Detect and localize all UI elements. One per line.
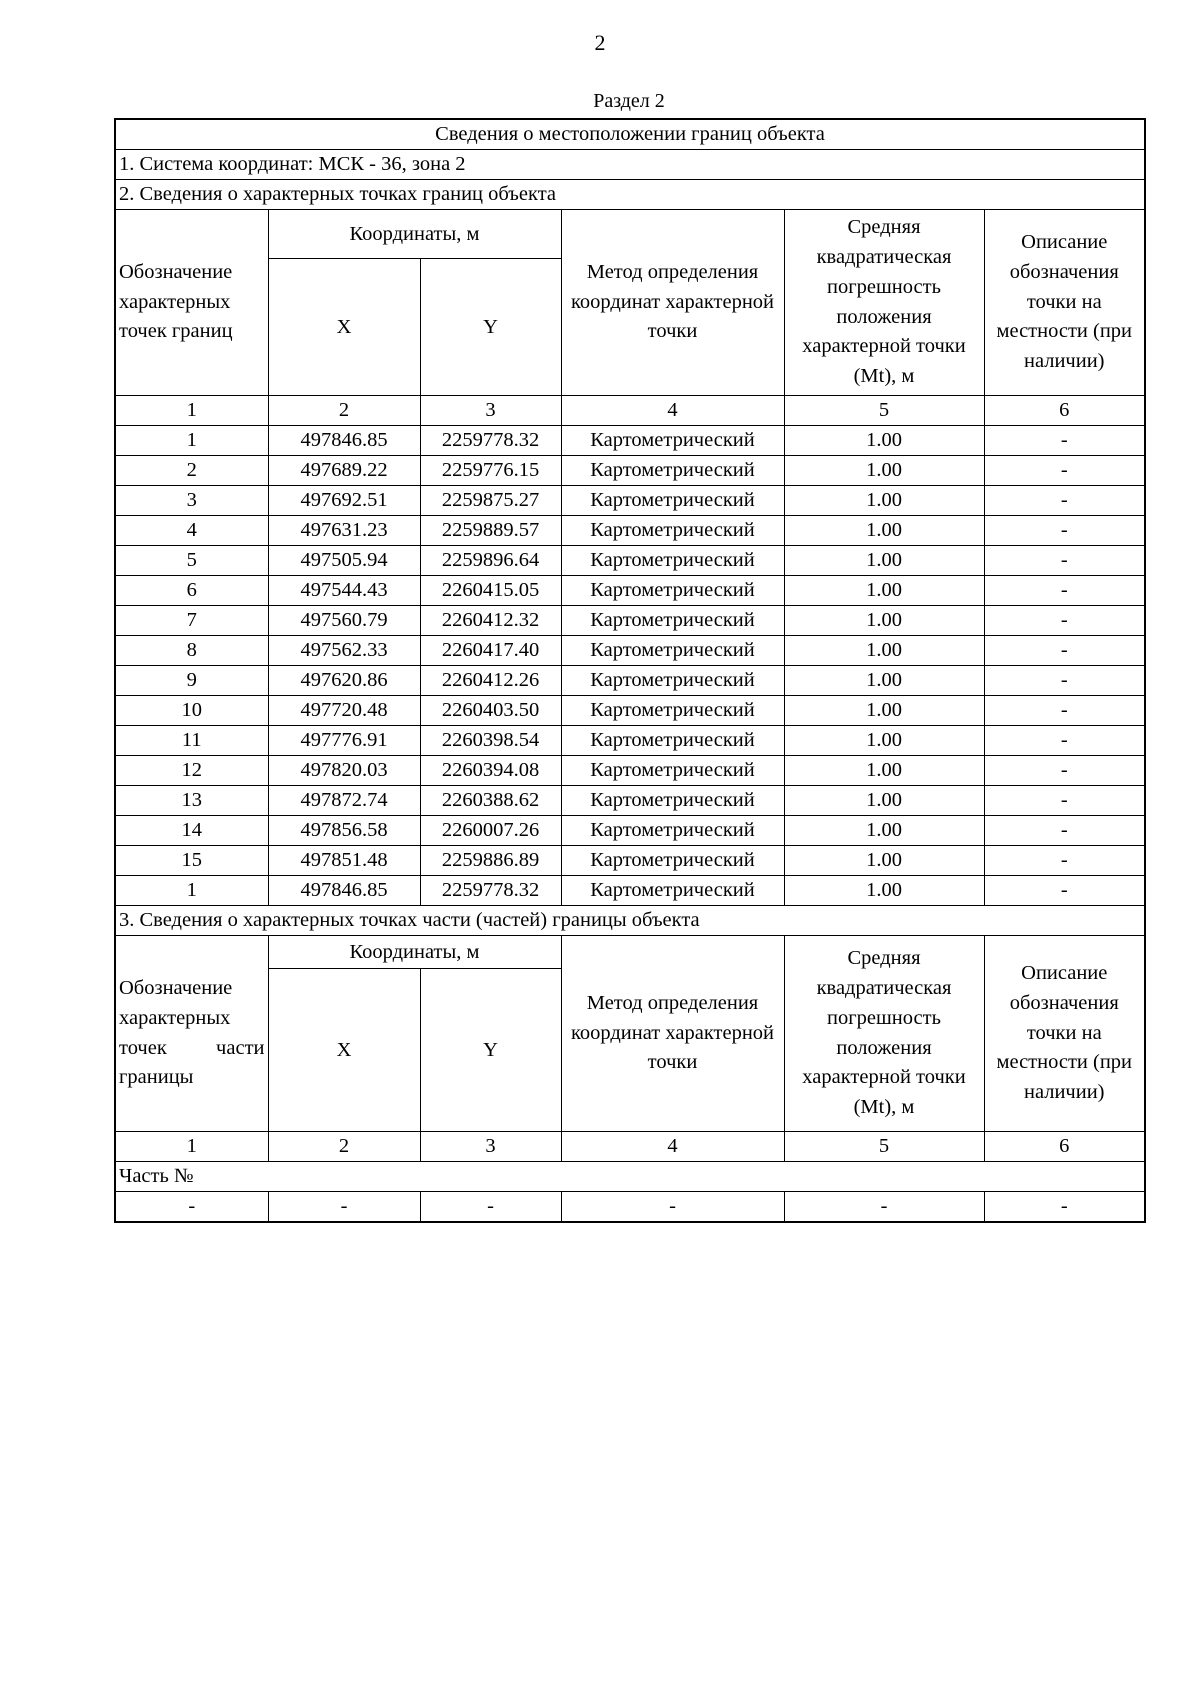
point-number-cell: 13 [115,786,268,816]
description-cell: - [984,426,1145,456]
table-row [115,516,1145,546]
table-row [115,426,1145,456]
column-number: 2 [268,1132,420,1162]
mt-cell: 1.00 [784,576,984,606]
table-row [115,726,1145,756]
y-cell: 2260403.50 [420,696,561,726]
mt-cell: 1.00 [784,696,984,726]
x-cell: 497562.33 [268,636,420,666]
part-cell: - [268,1192,420,1223]
column-number: 4 [561,1132,784,1162]
point-number-cell: 6 [115,576,268,606]
header-designation: Обозначение характерных точек границ [115,210,268,396]
y-cell: 2259886.89 [420,846,561,876]
header-description: Описание обозначения точки на местности (при наличии) [984,210,1145,396]
parts-heading: 3. Сведения о характерных точках части (частей) границы объекта [115,906,1145,936]
x-cell: 497544.43 [268,576,420,606]
part-label: Часть № [115,1162,1145,1192]
description-cell: - [984,486,1145,516]
table-row [115,786,1145,816]
table-row [115,756,1145,786]
description-cell: - [984,636,1145,666]
part-cell: - [784,1192,984,1223]
method-cell: Картометрический [561,576,784,606]
header-error: Средняя квадратическая погрешность положения характерной точки (Mt), м [784,210,984,396]
y-cell: 2260417.40 [420,636,561,666]
mt-cell: 1.00 [784,786,984,816]
x-cell: 497631.23 [268,516,420,546]
column-number: 3 [420,1132,561,1162]
section-label: Раздел 2 [593,90,665,112]
header-coordinates: Координаты, м [268,210,561,259]
y-cell: 2260412.32 [420,606,561,636]
table-row [115,666,1145,696]
mt-cell: 1.00 [784,756,984,786]
point-number-cell: 7 [115,606,268,636]
description-cell: - [984,516,1145,546]
mt-cell: 1.00 [784,636,984,666]
column-number: 1 [115,1132,268,1162]
parts-header-error: Средняя квадратическая погрешность положения характерной точки (Mt), м [784,936,984,1132]
y-cell: 2259778.32 [420,426,561,456]
table-row [115,576,1145,606]
x-cell: 497846.85 [268,876,420,906]
table-row [115,876,1145,906]
point-number-cell: 11 [115,726,268,756]
method-cell: Картометрический [561,816,784,846]
parts-header-designation: Обозначение характерных точек части границы [115,936,268,1132]
table-row [115,456,1145,486]
table-row [115,636,1145,666]
point-number-cell: 4 [115,516,268,546]
column-number: 1 [115,396,268,426]
x-cell: 497505.94 [268,546,420,576]
description-cell: - [984,666,1145,696]
description-cell: - [984,756,1145,786]
table-row [115,606,1145,636]
point-number-cell: 15 [115,846,268,876]
description-cell: - [984,876,1145,906]
header-y: Y [420,259,561,396]
y-cell: 2260388.62 [420,786,561,816]
y-cell: 2259776.15 [420,456,561,486]
table-row [115,816,1145,846]
method-cell: Картометрический [561,726,784,756]
column-number: 4 [561,396,784,426]
x-cell: 497692.51 [268,486,420,516]
description-cell: - [984,576,1145,606]
mt-cell: 1.00 [784,606,984,636]
part-cell: - [420,1192,561,1223]
table-row [115,846,1145,876]
description-cell: - [984,696,1145,726]
y-cell: 2260398.54 [420,726,561,756]
x-cell: 497560.79 [268,606,420,636]
page-number: 2 [594,30,606,55]
part-row [115,1192,1145,1223]
parts-header-x: X [268,969,420,1132]
x-cell: 497856.58 [268,816,420,846]
point-number-cell: 5 [115,546,268,576]
coordinate-system: 1. Система координат: МСК - 36, зона 2 [115,150,1145,180]
point-number-cell: 12 [115,756,268,786]
point-number-cell: 3 [115,486,268,516]
y-cell: 2259778.32 [420,876,561,906]
description-cell: - [984,456,1145,486]
x-cell: 497820.03 [268,756,420,786]
x-cell: 497872.74 [268,786,420,816]
mt-cell: 1.00 [784,456,984,486]
point-number-cell: 8 [115,636,268,666]
column-number: 5 [784,1132,984,1162]
method-cell: Картометрический [561,756,784,786]
x-cell: 497689.22 [268,456,420,486]
description-cell: - [984,726,1145,756]
table-row [115,486,1145,516]
y-cell: 2259896.64 [420,546,561,576]
header-x: X [268,259,420,396]
method-cell: Картометрический [561,546,784,576]
part-cell: - [561,1192,784,1223]
method-cell: Картометрический [561,846,784,876]
method-cell: Картометрический [561,786,784,816]
table-row [115,546,1145,576]
y-cell: 2259875.27 [420,486,561,516]
point-number-cell: 14 [115,816,268,846]
boundary-table [114,118,1146,1223]
point-number-cell: 2 [115,456,268,486]
x-cell: 497620.86 [268,666,420,696]
mt-cell: 1.00 [784,546,984,576]
point-number-cell: 9 [115,666,268,696]
parts-header-y: Y [420,969,561,1132]
method-cell: Картометрический [561,876,784,906]
mt-cell: 1.00 [784,486,984,516]
point-number-cell: 10 [115,696,268,726]
description-cell: - [984,606,1145,636]
mt-cell: 1.00 [784,666,984,696]
point-number-cell: 1 [115,876,268,906]
x-cell: 497720.48 [268,696,420,726]
method-cell: Картометрический [561,456,784,486]
method-cell: Картометрический [561,636,784,666]
method-cell: Картометрический [561,486,784,516]
points-heading: 2. Сведения о характерных точках границ объекта [115,180,1145,210]
parts-column-numbers-row [115,1132,1145,1162]
mt-cell: 1.00 [784,516,984,546]
x-cell: 497851.48 [268,846,420,876]
point-number-cell: 1 [115,426,268,456]
method-cell: Картометрический [561,516,784,546]
description-cell: - [984,846,1145,876]
part-cell: - [115,1192,268,1223]
column-number: 5 [784,396,984,426]
header-method: Метод определения координат характерной точки [561,210,784,396]
y-cell: 2260412.26 [420,666,561,696]
y-cell: 2259889.57 [420,516,561,546]
column-number: 3 [420,396,561,426]
mt-cell: 1.00 [784,426,984,456]
mt-cell: 1.00 [784,726,984,756]
column-number: 2 [268,396,420,426]
method-cell: Картометрический [561,696,784,726]
description-cell: - [984,546,1145,576]
mt-cell: 1.00 [784,816,984,846]
parts-header-description: Описание обозначения точки на местности (при наличии) [984,936,1145,1132]
table-title: Сведения о местоположении границ объекта [115,119,1145,150]
x-cell: 497846.85 [268,426,420,456]
column-number: 6 [984,396,1145,426]
y-cell: 2260007.26 [420,816,561,846]
mt-cell: 1.00 [784,876,984,906]
y-cell: 2260415.05 [420,576,561,606]
column-number: 6 [984,1132,1145,1162]
y-cell: 2260394.08 [420,756,561,786]
x-cell: 497776.91 [268,726,420,756]
description-cell: - [984,786,1145,816]
description-cell: - [984,816,1145,846]
column-numbers-row [115,396,1145,426]
parts-header-method: Метод определения координат характерной точки [561,936,784,1132]
parts-header-coordinates: Координаты, м [268,936,561,969]
mt-cell: 1.00 [784,846,984,876]
method-cell: Картометрический [561,426,784,456]
part-cell: - [984,1192,1145,1223]
method-cell: Картометрический [561,606,784,636]
method-cell: Картометрический [561,666,784,696]
table-row [115,696,1145,726]
